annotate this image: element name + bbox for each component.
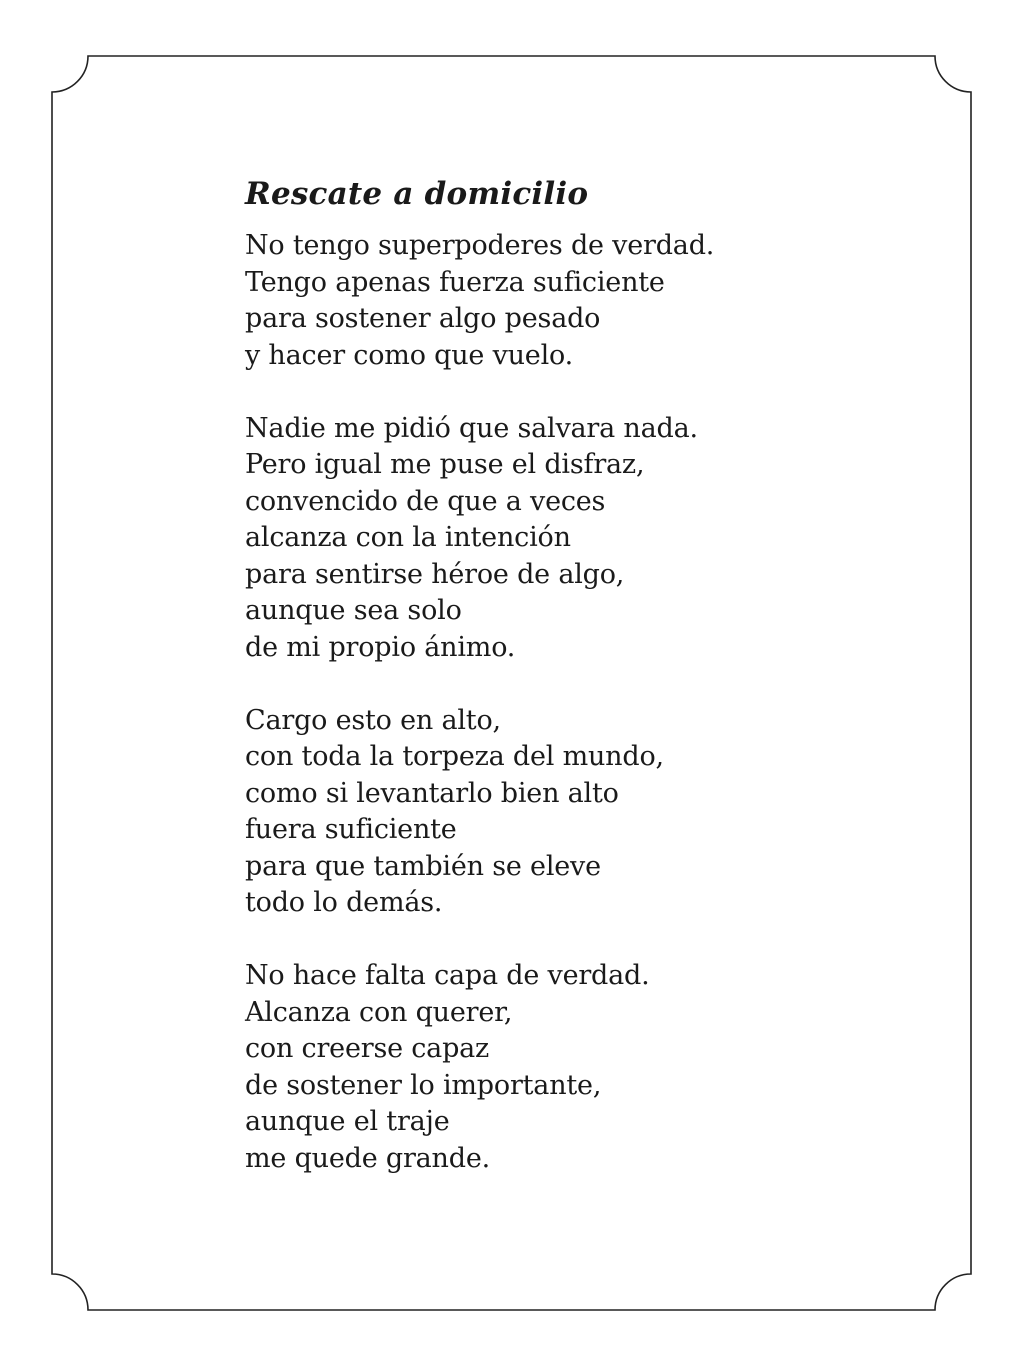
poem-line: Alcanza con querer, <box>245 996 513 1028</box>
poem-line: como si levantarlo bien alto <box>245 777 619 809</box>
poem-line: Pero igual me puse el disfraz, <box>245 449 645 480</box>
poem-line: fuera suficiente <box>245 814 457 845</box>
poem-line: todo lo demás. <box>245 887 443 918</box>
poem-line: y hacer como que vuelo. <box>245 339 573 371</box>
poem-line: aunque sea solo <box>245 595 462 626</box>
poem-body <box>245 228 945 1177</box>
poem-line: alcanza con la intención <box>245 522 571 553</box>
poem-line: con toda la torpeza del mundo, <box>245 741 664 772</box>
poem <box>245 170 945 1214</box>
poem-line: No tengo superpoderes de verdad. <box>245 230 715 261</box>
poem-line: de sostener lo importante, <box>245 1069 602 1101</box>
poem-line: para sostener algo pesado <box>245 303 601 334</box>
poem-line: me quede grande. <box>245 1142 490 1174</box>
poem-line: convencido de que a veces <box>245 485 606 517</box>
poem-stanza-4 <box>245 958 945 1177</box>
poem-line: de mi propio ánimo. <box>245 631 516 663</box>
poem-line: aunque el traje <box>245 1106 450 1137</box>
poem-title: Rescate a domicilio <box>245 176 589 212</box>
poem-stanza-1 <box>245 228 945 374</box>
poem-stanza-2 <box>245 411 945 667</box>
poem-line: No hace falta capa de verdad. <box>245 960 650 991</box>
poem-line: Tengo apenas fuerza suficiente <box>245 266 665 298</box>
poem-line: Cargo esto en alto, <box>245 704 501 736</box>
poem-stanza-3 <box>245 703 945 922</box>
poem-line: para sentirse héroe de algo, <box>245 558 625 590</box>
poem-line: Nadie me pidió que salvara nada. <box>245 412 698 444</box>
poem-line: para que también se eleve <box>245 850 601 882</box>
poem-line: con creerse capaz <box>245 1033 490 1064</box>
